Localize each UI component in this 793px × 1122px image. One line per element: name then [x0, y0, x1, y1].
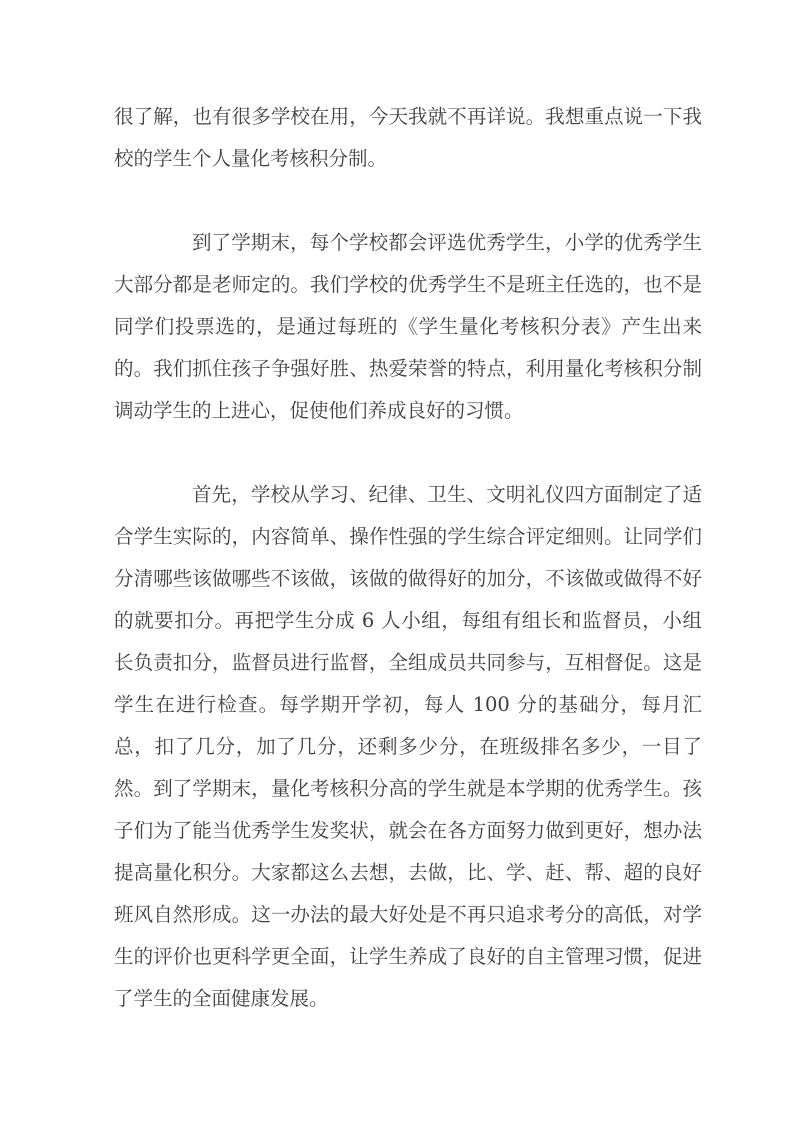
- paragraph-semester-evaluation: 到了学期末，每个学校都会评选优秀学生，小学的优秀学生大部分都是老师定的。我们学校的优秀学生不是班主任选的，也不是同学们投票选的，是通过每班的《学生量化考核积分表》产生出来的。我们抓住孩子争强好胜、热爱荣誉的特点，利用量化考核积分制调动学生的上进心，促使他们养成良好的习惯。: [114, 231, 702, 422]
- paragraph-scoring-rules: 首先，学校从学习、纪律、卫生、文明礼仪四方面制定了适合学生实际的，内容简单、操作性强的学生综合评定细则。让同学们分清哪些该做哪些不该做，该做的做得好的加分，不该做或做得不好的就要扣分。再把学生分成 6 人小组，每组有组长和监督员，小组长负责扣分，监督员进行监督，全组成员共同参与，互相督促。这是学生在进行检查。每学期开学初，每人 100 分的基础分，每月汇总，扣了几分，加了几分，还剩多少分，在班级排名多少，一目了然。到了学期末，量化考核积分高的学生就是本学期的优秀学生。孩子们为了能当优秀学生发奖状，就会在各方面努力做到更好，想办法提高量化积分。大家都这么去想，去做，比、学、赶、帮、超的良好班风自然形成。这一办法的最大好处是不再只追求考分的高低，对学生的评价也更科学更全面，让学生养成了良好的自主管理习惯，促进了学生的全面健康发展。: [114, 483, 702, 1010]
- paragraph-continuation: 很了解，也有很多学校在用，今天我就不再详说。我想重点说一下我校的学生个人量化考核积分制。: [114, 105, 702, 170]
